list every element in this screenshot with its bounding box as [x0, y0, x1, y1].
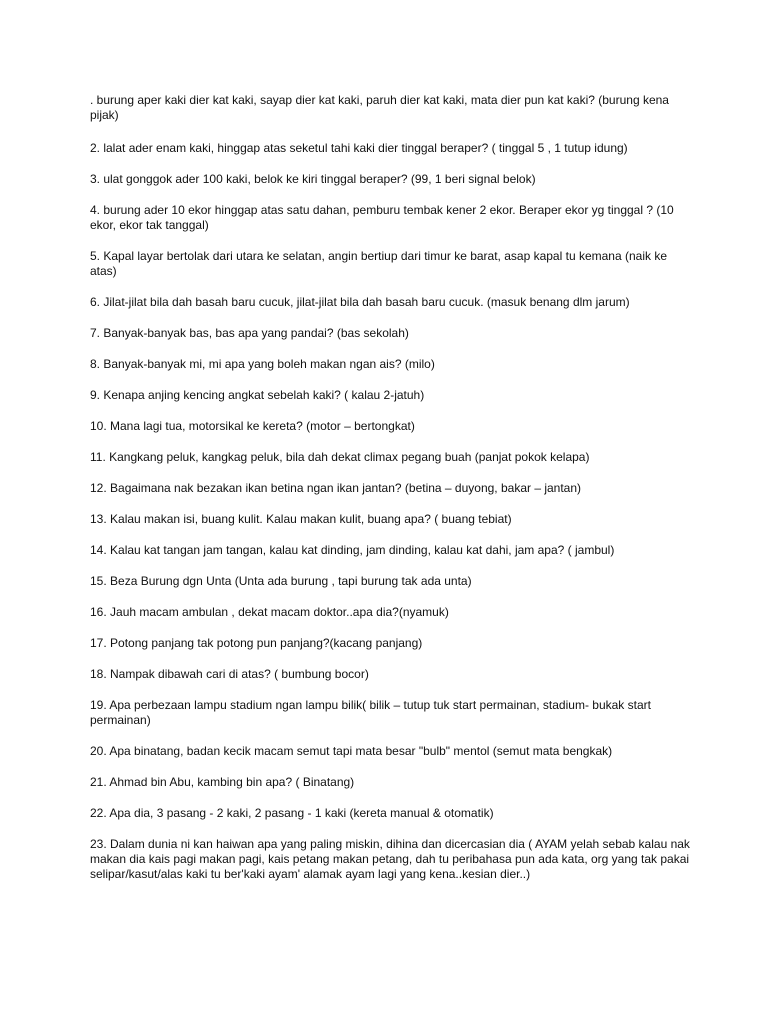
- riddle-item-18: 18. Nampak dibawah cari di atas? ( bumbung bocor): [90, 667, 369, 681]
- riddle-item-9: 9. Kenapa anjing kencing angkat sebelah kaki? ( kalau 2-jatuh): [90, 388, 425, 402]
- riddle-item-13: 13. Kalau makan isi, buang kulit. Kalau makan kulit, buang apa? ( buang tebiat): [90, 512, 512, 526]
- riddle-item-14: 14. Kalau kat tangan jam tangan, kalau kat dinding, jam dinding, kalau kat dahi, jam apa? ( jambul): [90, 543, 615, 557]
- riddle-item-12: 12. Bagaimana nak bezakan ikan betina ngan ikan jantan? (betina – duyong, bakar – jantan): [90, 481, 582, 495]
- riddle-item-19: 19. Apa perbezaan lampu stadium ngan lampu bilik( bilik – tutup tuk start permainan, stadium- bukak start permainan): [90, 698, 651, 727]
- riddle-item-6: 6. Jilat-jilat bila dah basah baru cucuk, jilat-jilat bila dah basah baru cucuk. (masuk benang dlm jarum): [90, 295, 630, 309]
- riddle-item-16: 16. Jauh macam ambulan , dekat macam doktor..apa dia?(nyamuk): [90, 605, 449, 619]
- riddle-item-23: 23. Dalam dunia ni kan haiwan apa yang paling miskin, dihina dan dicercasian dia ( AYAM yelah sebab kalau nak makan dia kais pagi makan pagi, kais petang makan petang, dah tu peribahasa pun ada kata, org yang tak pakai selipar/kasut/alas kaki tu ber'kaki ayam' alamak ayam lagi yang kena..kesian dier..): [90, 837, 690, 881]
- riddle-item-21: 21. Ahmad bin Abu, kambing bin apa? ( Binatang): [90, 775, 355, 789]
- riddle-item-5: 5. Kapal layar bertolak dari utara ke selatan, angin bertiup dari timur ke barat, asap kapal tu kemana (naik ke atas): [90, 249, 667, 278]
- riddle-item-7: 7. Banyak-banyak bas, bas apa yang pandai? (bas sekolah): [90, 326, 409, 340]
- riddle-list: [90, 93, 690, 898]
- riddle-item-20: 20. Apa binatang, badan kecik macam semut tapi mata besar "bulb" mentol (semut mata bengkak): [90, 744, 613, 758]
- riddle-item-22: 22. Apa dia, 3 pasang - 2 kaki, 2 pasang - 1 kaki (kereta manual & otomatik): [90, 806, 494, 820]
- riddle-item-1: . burung aper kaki dier kat kaki, sayap dier kat kaki, paruh dier kat kaki, mata dier pun kat kaki? (burung kena pijak): [90, 93, 669, 122]
- riddle-item-8: 8. Banyak-banyak mi, mi apa yang boleh makan ngan ais? (milo): [90, 357, 435, 371]
- riddle-item-2: 2. lalat ader enam kaki, hinggap atas seketul tahi kaki dier tinggal beraper? ( tinggal 5 , 1 tutup idung): [90, 141, 628, 155]
- riddle-item-10: 10. Mana lagi tua, motorsikal ke kereta? (motor – bertongkat): [90, 419, 415, 433]
- riddle-item-11: 11. Kangkang peluk, kangkag peluk, bila dah dekat climax pegang buah (panjat pokok kelapa): [90, 450, 590, 464]
- riddle-item-4: 4. burung ader 10 ekor hinggap atas satu dahan, pemburu tembak kener 2 ekor. Beraper ekor yg tinggal ? (10 ekor, ekor tak tanggal): [90, 203, 674, 232]
- riddle-item-17: 17. Potong panjang tak potong pun panjang?(kacang panjang): [90, 636, 423, 650]
- riddle-item-15: 15. Beza Burung dgn Unta (Unta ada burung , tapi burung tak ada unta): [90, 574, 472, 588]
- riddle-item-3: 3. ulat gonggok ader 100 kaki, belok ke kiri tinggal beraper? (99, 1 beri signal belok): [90, 172, 536, 186]
